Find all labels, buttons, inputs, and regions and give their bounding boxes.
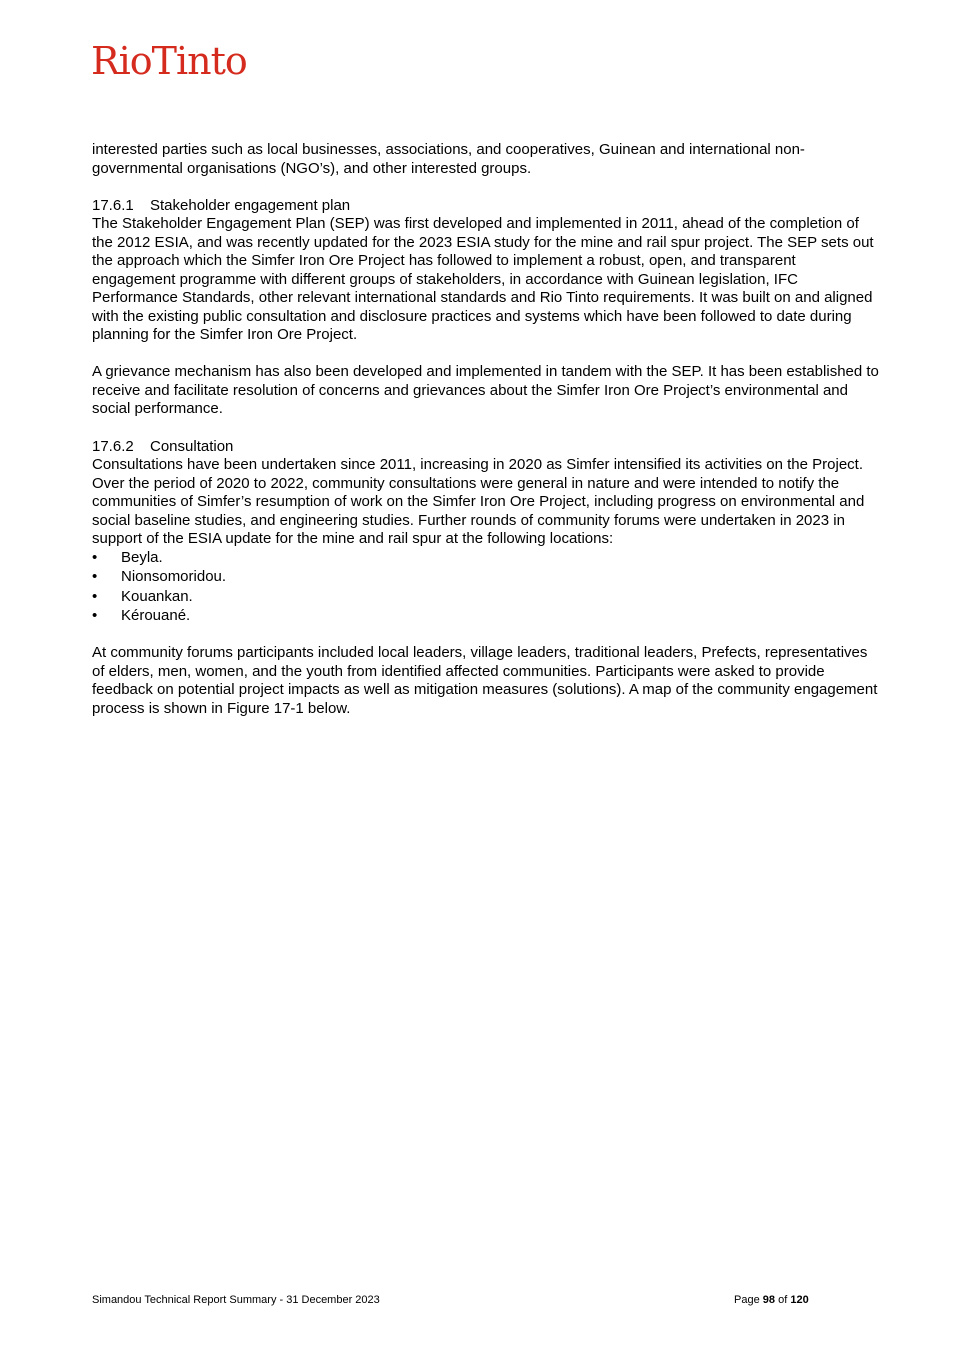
locations-list — [92, 549, 882, 626]
footer-report-title: Simandou Technical Report Summary - 31 December 2023 — [92, 1294, 380, 1306]
rio-tinto-logo: RioTinto — [91, 39, 247, 83]
intro-paragraph: interested parties such as local businesses, associations, and cooperatives, Guinean and international non-governmental organisations (NGO’s), and other interested groups. — [92, 141, 805, 177]
section-number: 17.6.1 — [92, 196, 134, 214]
forums-paragraph: At community forums participants included local leaders, village leaders, traditional leaders, Prefects, representatives of elders, men, women, and the youth from identified affected communities. Participants were asked to provide feedback on potential project impacts as well as mitigation measures (solutions). A map of the community engagement process is shown in Figure 17-1 below. — [92, 644, 878, 717]
list-item: • Beyla. — [92, 548, 163, 566]
bullet-icon: • — [92, 548, 98, 566]
consultation-paragraph: Consultations have been undertaken since 2011, increasing in 2020 as Simfer intensified its activities on the Project. Over the period of 2020 to 2022, community consultations were general in nature and were intended to notify the communities of Simfer’s resumption of work on the Simfer Iron Ore Project, including progress on environmental and social baseline studies, and engineering studies. Further rounds of community forums were undertaken in 2023 in support of the ESIA update for the mine and rail spur at the following locations: — [92, 456, 865, 547]
footer-page-number: Page 98 of 120 — [734, 1294, 809, 1306]
list-item: • Kouankan. — [92, 587, 193, 605]
bullet-icon: • — [92, 587, 98, 605]
section-number: 17.6.2 — [92, 437, 134, 455]
total-pages: 120 — [790, 1294, 809, 1306]
list-item: • Kérouané. — [92, 607, 191, 624]
sep-paragraph: The Stakeholder Engagement Plan (SEP) was first developed and implemented in 2011, ahead of the completion of the 2012 ESIA, and was recently updated for the 2023 ESIA study for the mine and rail spur project. The SEP sets out the approach which the Simfer Iron Ore Project has followed to implement a robust, open, and transparent engagement programme with different groups of stakeholders, in accordance with Guinean legislation, IFC Performance Standards, other relevant international standards and Rio Tinto requirements. It was built on and aligned with the existing public consultation and disclosure practices and systems which have been followed to date during planning for the Simfer Iron Ore Project. — [92, 215, 874, 343]
section-title: Stakeholder engagement plan — [150, 196, 351, 214]
section-title: Consultation — [150, 437, 234, 455]
bullet-icon: • — [92, 607, 98, 624]
current-page: 98 — [762, 1294, 776, 1306]
page-content — [92, 141, 882, 718]
list-item: • Nionsomoridou. — [92, 568, 227, 585]
section-heading-consultation — [92, 438, 882, 457]
section-heading-stakeholder-plan — [92, 197, 882, 216]
grievance-paragraph: A grievance mechanism has also been developed and implemented in tandem with the SEP. It has been established to receive and facilitate resolution of concerns and grievances about the Simfer Iron Ore Project’s environmental and social performance. — [92, 363, 879, 417]
bullet-icon: • — [92, 568, 98, 585]
